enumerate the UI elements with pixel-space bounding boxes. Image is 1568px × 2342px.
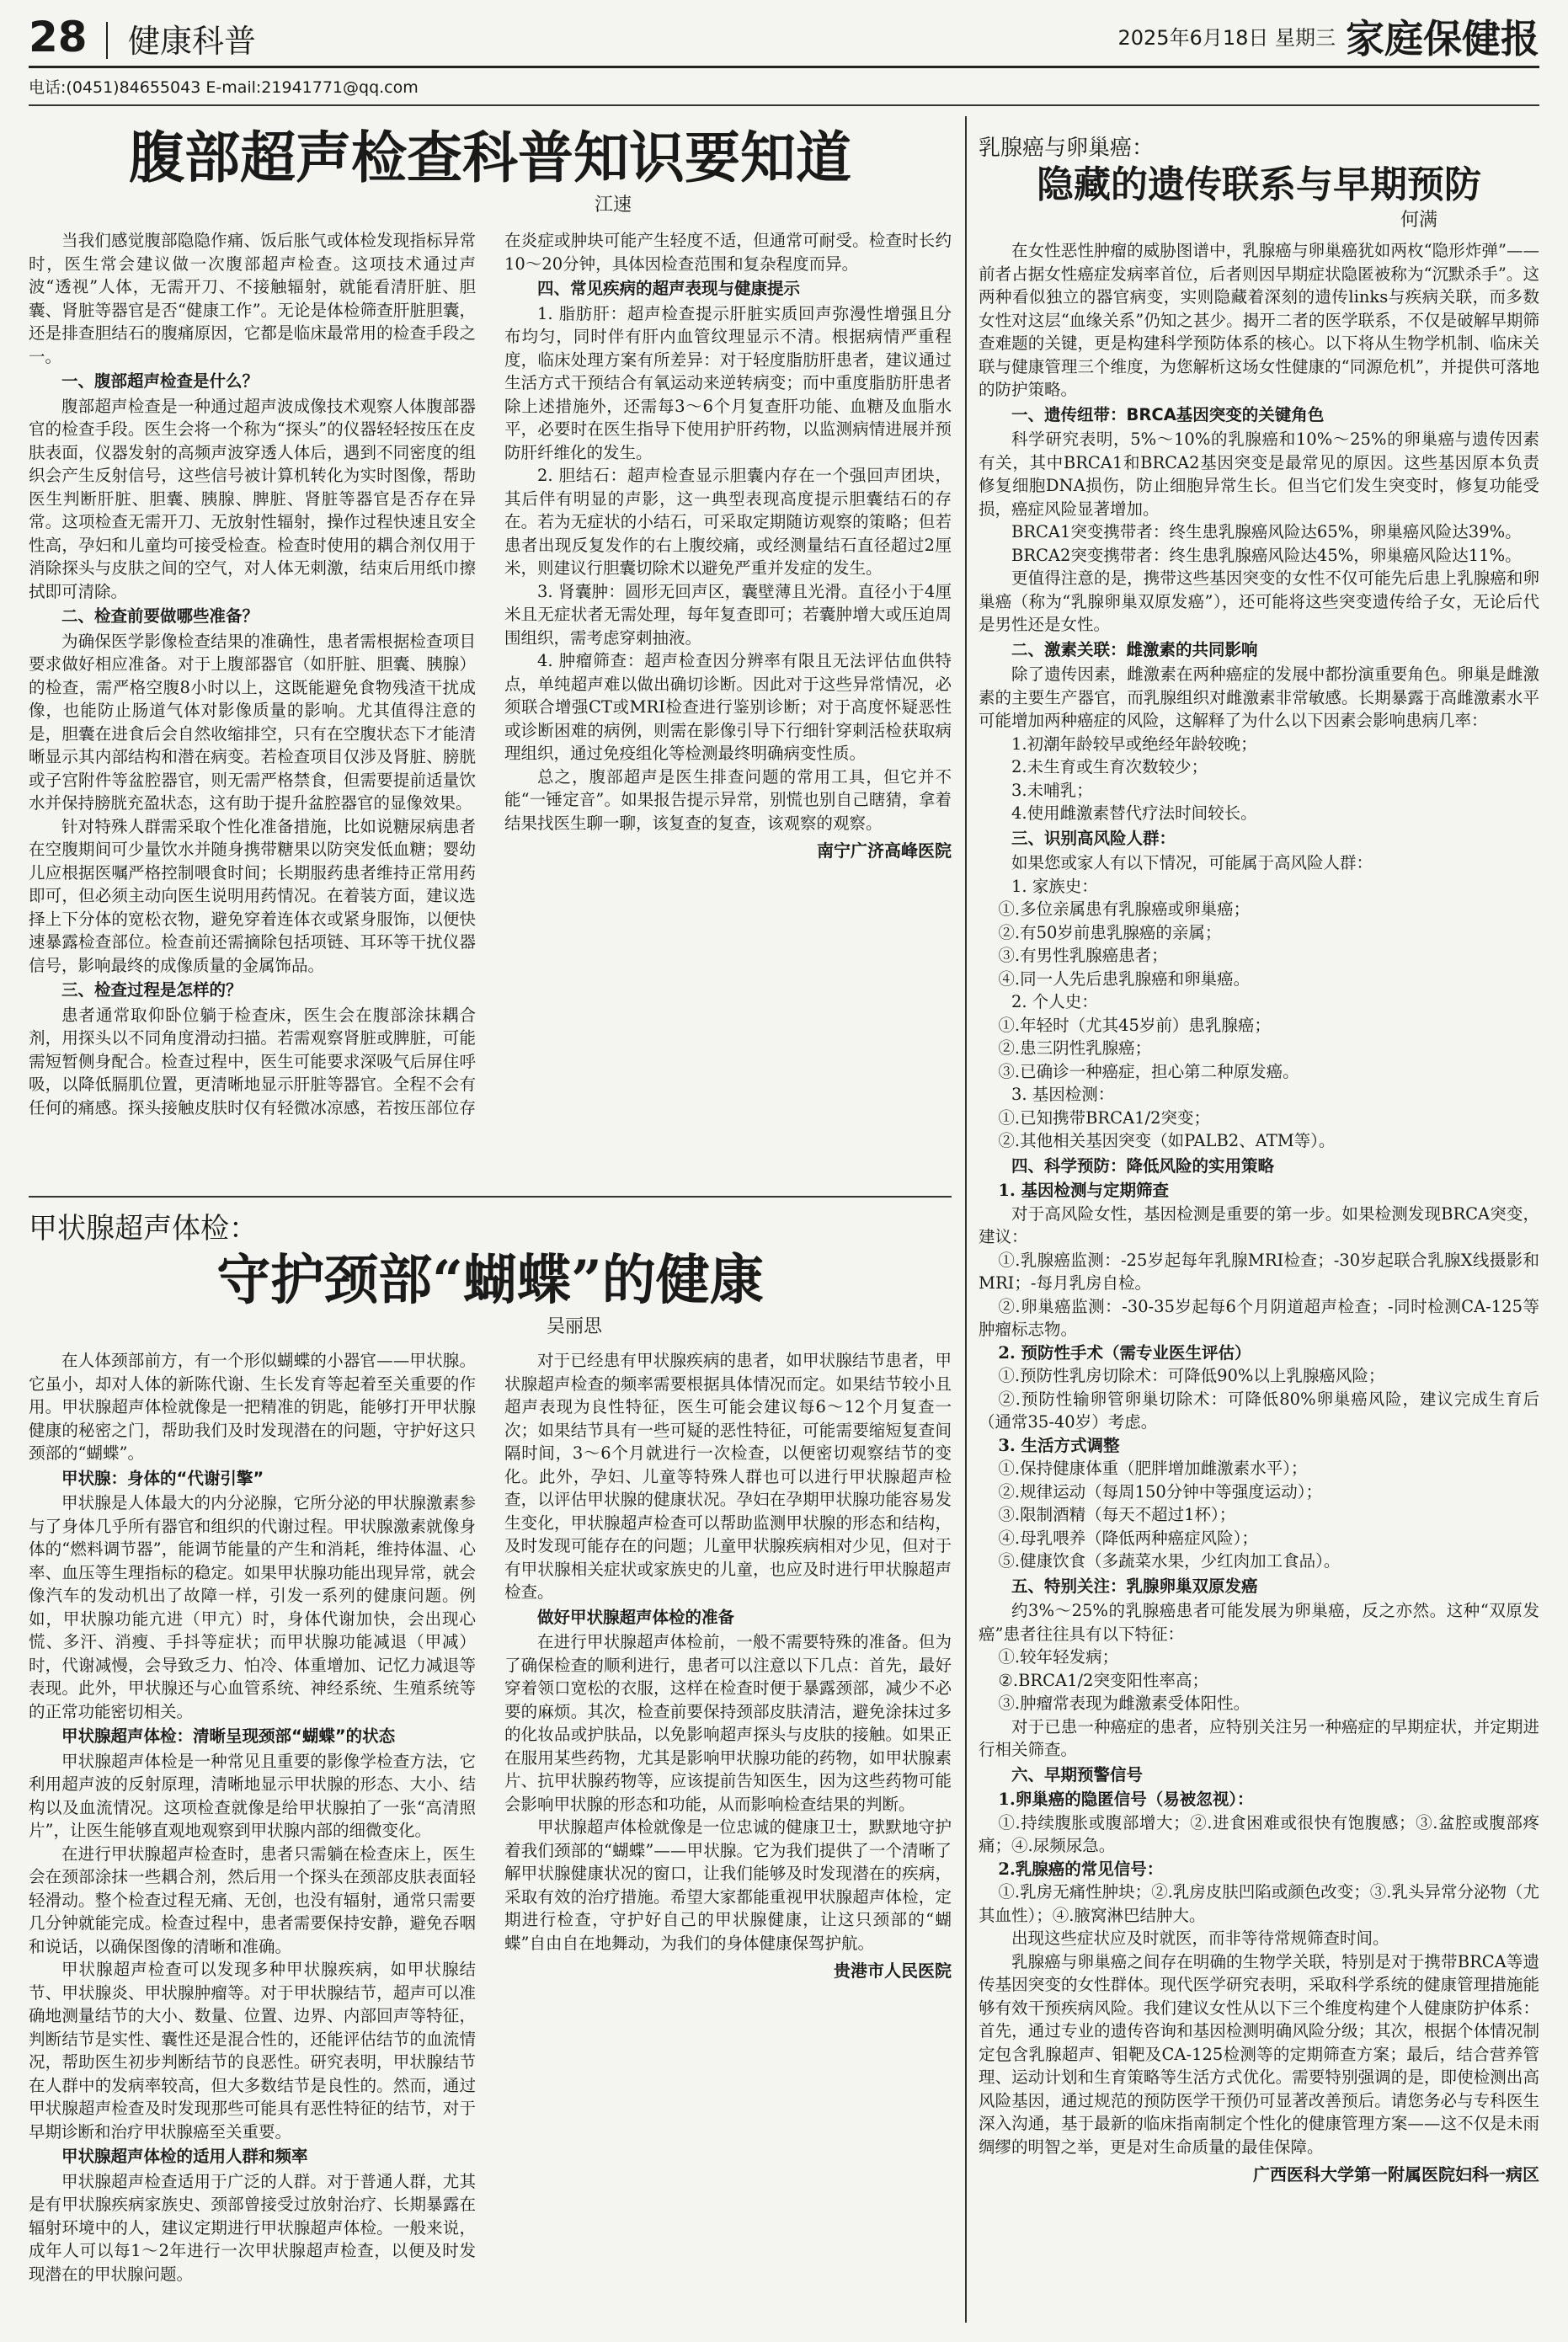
- article-kicker: 乳腺癌与卵巢癌：: [979, 136, 1155, 161]
- paragraph: 甲状腺超声检查适用于广泛的人群。对于普通人群，尤其是有甲状腺疾病家族史、颈部曾接受过放射治疗、长期暴露在辐射环境中的人，建议定期进行甲状腺超声体检。一般来说，成年人可以每1～2年进行一次甲状腺超声检查，以便及时发现潜在的甲状腺问题。: [29, 2171, 476, 2284]
- paragraph: 在女性恶性肿瘤的威胁图谱中，乳腺癌与卵巢癌犹如两枚“隐形炸弹”——前者占据女性癌症发病率首位，后者则因早期症状隐匿被称为“沉默杀手”。这两种看似独立的器官病变，实则隐藏着深刻的遗传links与疾病关联，而多数女性对这层“血缘关系”仍知之甚少。揭开二者的医学联系，不仅是破解早期筛查难题的关键，更是构建科学预防体系的核心。以下将从生物学机制、临床关联与健康管理三个维度，为您解析这场女性健康的“同源危机”，并提供可落地的防护策略。: [979, 241, 1539, 399]
- paragraph: 1. 脂肪肝：超声检查提示肝脏实质回声弥漫性增强且分布均匀，同时伴有肝内血管纹理显示不清。根据病情严重程度，临床处理方案有所差异：对于轻度脂肪肝患者，建议通过生活方式干预结合有氧运动来逆转病变；而中重度脂肪肝患者除上述措施外，还需每3～6个月复查肝功能、血糖及血脂水平，必要时在医生指导下使用护肝药物，以监测病情进展并预防肝纤维化的发生。: [504, 303, 952, 462]
- section-heading: 三、检查过程是怎样的？: [61, 980, 243, 1000]
- paragraph: 甲状腺是人体最大的内分泌腺，它所分泌的甲状腺激素参与了身体几乎所有器官和组织的代谢过程。甲状腺激素就像身体的“燃料调节器”，能调节能量的产生和消耗，维持体温、心率、血压等生理指标的稳定。如果甲状腺功能出现异常，就会像汽车的发动机出了故障一样，引发一系列的健康问题。例如，甲状腺功能亢进（甲亢）时，身体代谢加快，会出现心慌、多汗、消瘦、手抖等症状；而甲状腺功能减退（甲减）时，代谢减慢，会导致乏力、怕冷、体重增加、记忆力减退等表现。此外，甲状腺还与心血管系统、神经系统、生殖系统等的正常功能密切相关。: [29, 1493, 476, 1721]
- article-paragraphs: [979, 239, 1539, 2158]
- column-rule: [965, 116, 967, 2323]
- paragraph: 对于已患一种癌症的患者，应特别关注另一种癌症的早期症状，并定期进行相关筛查。: [979, 1716, 1539, 1759]
- section-heading: 甲状腺：身体的“代谢引擎”: [61, 1468, 264, 1488]
- paragraph: BRCA1突变携带者：终生患乳腺癌风险达65%，卵巢癌风险达39%。: [1011, 522, 1522, 541]
- list-item: ③.已确诊一种癌症，担心第二种原发癌。: [998, 1061, 1299, 1081]
- list-item: ②.预防性输卵管卵巢切除术：可降低80%卵巢癌风险，建议完成生育后（通常35-40岁）考虑。: [979, 1389, 1539, 1432]
- article-source: 贵港市人民医院: [834, 1961, 952, 1981]
- paragraph: 对于已经患有甲状腺疾病的患者，如甲状腺结节患者，甲状腺超声检查的频率需要根据具体情况而定。如果结节较小且超声表现为良性特征，医生可能会建议每6～12个月复查一次；如果结节具有一些可疑的恶性特征，可能需要缩短复查间隔时间，3～6个月就进行一次检查，以便密切观察结节的变化。此外，孕妇、儿童等特殊人群也可以进行甲状腺超声检查，以评估甲状腺的健康状况。孕妇在孕期甲状腺功能容易发生变化，甲状腺超声检查可以帮助监测甲状腺的形态和结构，及时发现可能存在的问题；儿童甲状腺疾病相对少见，但对于有甲状腺相关症状或家族史的儿童，也应及时进行甲状腺超声检查。: [504, 1351, 952, 1602]
- section-title: 健康科普: [128, 23, 257, 60]
- paragraph: 患者通常取仰卧位躺于检查床，医生会在腹部涂抹耦合剂，用探头以不同角度滑动扫描。若需观察肾脏或脾脏，可能需短暂侧身配合。检查过程中，医生可能要求深吸气后屏住呼吸，以降低膈肌位置，更清晰地显示肝脏等器官。全程不会有任何的痛感。探头接触皮肤时仅有轻微冰凉感，若按压部位存在炎症或肿块可能产生轻度不适，但通常可耐受。检查时长约10～20分钟，具体因检查范围和复杂程度而异。: [29, 231, 952, 1118]
- section-heading: 四、常见疾病的超声表现与健康提示: [537, 279, 801, 298]
- list-item: 4.使用雌激素替代疗法时间较长。: [1011, 803, 1257, 823]
- paragraph: 在进行甲状腺超声体检前，一般不需要特殊的准备。但为了确保检查的顺利进行，患者可以注意以下几点：首先，最好穿着领口宽松的衣服，这样在检查时便于暴露颈部，减少不必要的麻烦。其次，检查前要保持颈部皮肤清洁，避免涂抹过多的化妆品或护肤品，以免影响超声探头与皮肤的接触。如果正在服用某些药物，尤其是影响甲状腺功能的药物，如甲状腺素片、抗甲状腺药物等，应该提前告知医生，因为这些药物可能会影响甲状腺的形态和功能，从而影响检查结果的判断。: [504, 1632, 952, 1814]
- list-item: ①.较年轻发病；: [998, 1647, 1119, 1667]
- list-item: 3.未哺乳；: [1011, 780, 1093, 800]
- list-item: ③.限制酒精（每天不超过1杯）；: [998, 1505, 1236, 1524]
- paragraph: 总之，腹部超声是医生排查问题的常用工具，但它并不能“一锤定音”。如果报告提示异常，别慌也别自己瞎猜，拿着结果找医生聊一聊，该复查的复查，该观察的观察。: [504, 766, 952, 833]
- section-heading: 做好甲状腺超声体检的准备: [537, 1607, 735, 1627]
- article-body: [29, 1349, 952, 2292]
- paragraph: 如果您或家人有以下情况，可能属于高风险人群：: [1011, 853, 1373, 872]
- list-item: ⑤.健康饮食（多蔬菜水果，少红肉加工食品）。: [998, 1551, 1341, 1571]
- article-author: 吴丽思: [546, 1316, 602, 1337]
- section-heading: 五、特别关注：乳腺卵巢双原发癌: [1011, 1576, 1258, 1596]
- list-item: 2. 个人史：: [1011, 992, 1098, 1011]
- section-heading: 二、激素关联：雌激素的共同影响: [1011, 639, 1258, 659]
- list-item: ②.卵巢癌监测：-30-35岁起每6个月阴道超声检查；-同时检测CA-125等肿瘤标志物。: [979, 1296, 1539, 1339]
- paragraph: 3. 肾囊肿：圆形无回声区，囊壁薄且光滑。直径小于4厘米且无症状者无需处理，每年复查即可；若囊肿增大或压迫周围组织，需考虑穿刺抽液。: [504, 581, 952, 648]
- paragraph: 更值得注意的是，携带这些基因突变的女性不仅可能先后患上乳腺癌和卵巢癌（称为“乳腺卵巢双原发癌”），还可能将这些突变遗传给子女，无论后代是男性还是女性。: [979, 568, 1539, 634]
- section-heading: 四、科学预防：降低风险的实用策略: [1011, 1155, 1275, 1176]
- list-item: ③.有男性乳腺癌患者；: [998, 946, 1168, 965]
- list-item: ③.肿瘤常表现为雌激素受体阳性。: [998, 1694, 1251, 1713]
- article-separator: [29, 1196, 952, 1198]
- article-abdominal-ultrasound: [29, 116, 952, 1194]
- paragraph: 在人体颈部前方，有一个形似蝴蝶的小器官——甲状腺。它虽小，却对人体的新陈代谢、生长发育等起着至关重要的作用。甲状腺超声体检就像是一把精准的钥匙，能够打开甲状腺健康的秘密之门，帮助我们及时发现潜在的问题，守护好这只颈部的“蝴蝶”。: [29, 1351, 476, 1463]
- list-item: ②.有50岁前患乳腺癌的亲属；: [998, 922, 1222, 942]
- article-paragraphs: [29, 1349, 952, 2292]
- list-item: 1.初潮年龄较早或绝经年龄较晚；: [1011, 734, 1257, 754]
- list-item: ②.BRCA1/2突变阳性率高；: [998, 1670, 1208, 1690]
- paragraph: 腹部超声检查是一种通过超声波成像技术观察人体腹部器官的检查手段。医生会将一个称为“探头”的仪器轻轻按压在皮肤表面，仪器发射的高频声波穿透人体后，遇到不同密度的组织会产生反射信号，这些信号被计算机转化为实时图像，帮助医生判断肝脏、胆囊、胰腺、脾脏、肾脏等器官是否存在异常。这项检查无需开刀、无放射性辐射，操作过程快速且安全性高，孕妇和儿童均可接受检查。检查时使用的耦合剂仅用于消除探头与皮肤之间的空气，对人体无刺激，结束后用纸巾擦拭即可清除。: [29, 396, 476, 601]
- article-title: 守护颈部“蝴蝶”的健康: [216, 1249, 764, 1312]
- paragraph: 科学研究表明，5%～10%的乳腺癌和10%～25%的卵巢癌与遗传因素有关，其中BRCA1和BRCA2基因突变是最常见的原因。这些基因原本负责修复细胞DNA损伤，防止细胞异常生长。但当它们发生突变时，修复功能受损，癌症风险显著增加。: [979, 429, 1539, 519]
- article-paragraphs: [29, 229, 952, 1160]
- paragraph: 针对特殊人群需采取个性化准备措施，比如说糖尿病患者在空腹期间可少量饮水并随身携带糖果以防突发低血糖；婴幼儿应根据医嘱严格控制喂食时间；长期服药患者维持正常用药即可，但必须主动向医生说明用药情况。在着装方面，建议选择上下分体的宽松衣物，避免穿着连体衣或紧身服饰，以便快速暴露检查部位。检查前还需摘除包括项链、耳环等干扰仪器信号，影响最终的成像质量的金属饰品。: [29, 816, 476, 975]
- paragraph: 乳腺癌与卵巢癌之间存在明确的生物学关联，特别是对于携带BRCA等遗传基因突变的女性群体。现代医学研究表明，采取科学系统的健康管理措施能够有效干预疾病风险。我们建议女性从以下三个维度构建个人健康防护体系：首先，通过专业的遗传咨询和基因检测明确风险分级；其次，根据个体情况制定包含乳腺超声、钼靶及CA-125检测等的定期筛查方案；最后，结合营养管理、运动计划和生育策略等生活方式优化。需要特别强调的是，即使检测出高风险基因，通过规范的预防医学干预仍可显著改善预后。请您务必与专科医生深入沟通，基于最新的临床指南制定个性化的健康管理方案——这不仅是未雨绸缪的明智之举，更是对生命质量的最佳保障。: [979, 1951, 1539, 2157]
- list-item: ④.同一人先后患乳腺癌和卵巢癌。: [998, 968, 1251, 989]
- article-kicker: 甲状腺超声体检：: [29, 1212, 258, 1246]
- paragraph: 除了遗传因素，雌激素在两种癌症的发展中都扮演重要角色。卵巢是雌激素的主要生产器官，而乳腺组织对雌激素非常敏感。长期暴露于高雌激素水平可能增加两种癌症的风险，这解释了为什么以下因素会影响患病几率：: [979, 664, 1539, 730]
- list-item: ④.母乳喂养（降低两种癌症风险）；: [998, 1528, 1258, 1548]
- section-heading: 一、腹部超声检查是什么？: [61, 371, 259, 391]
- section-heading: 甲状腺超声体检：清晰呈现颈部“蝴蝶”的状态: [61, 1726, 396, 1746]
- list-item: 2. 预防性手术（需专业医生评估）: [998, 1342, 1251, 1363]
- list-item: 2.乳腺癌的常见信号：: [998, 1859, 1164, 1879]
- list-item: ①.持续腹胀或腹部增大；②.进食困难或很快有饱腹感；③.盆腔或腹部疼痛；④.尿频尿急。: [979, 1812, 1539, 1855]
- article-source: 南宁广济高峰医院: [817, 840, 952, 861]
- section-heading: 六、早期预警信号: [1011, 1764, 1144, 1785]
- article-breast-ovarian-cancer: [979, 135, 1539, 2324]
- article-author: 何满: [1400, 210, 1437, 231]
- list-item: 1. 家族史：: [1011, 876, 1098, 896]
- section-heading: 三、识别高风险人群：: [1011, 828, 1176, 848]
- section-heading: 二、检查前要做哪些准备？: [61, 606, 259, 626]
- article-body: [979, 239, 1539, 2185]
- list-item: ①.已知携带BRCA1/2突变；: [998, 1107, 1210, 1128]
- paragraph: 2. 胆结石：超声检查显示胆囊内存在一个强回声团块，其后伴有明显的声影，这一典型表现高度提示胆囊结石的存在。若为无症状的小结石，可采取定期随访观察的策略；但若患者出现反复发作的右上腹绞痛，或经测量结石直径超过2厘米，则建议行胆囊切除术以避免严重并发症的发生。: [504, 466, 952, 578]
- list-item: 2.未生育或生育次数较少；: [1011, 757, 1208, 776]
- list-item: ①.年轻时（尤其45岁前）患乳腺癌；: [998, 1015, 1271, 1035]
- list-item: ①.保持健康体重（肥胖增加雌激素水平）；: [998, 1459, 1308, 1478]
- paragraph: 当我们感觉腹部隐隐作痛、饭后胀气或体检发现指标异常时，医生常会建议做一次腹部超声检查。这项技术通过声波“透视”人体，无需开刀、不接触辐射，就能看清肝脏、胆囊、肾脏等器官是否“健康工作”。无论是体检筛查肝脏胆囊，还是排查胆结石的腹痛原因，它都是临床最常用的检查手段之一。: [29, 231, 476, 366]
- list-item: 1. 基因检测与定期筛查: [998, 1181, 1170, 1200]
- paragraph: 约3%～25%的乳腺癌患者可能发展为卵巢癌，反之亦然。这种“双原发癌”患者往往具有以下特征：: [979, 1601, 1539, 1644]
- paragraph: 4. 肿瘤筛查：超声检查因分辨率有限且无法评估血供特点，单纯超声难以做出确切诊断。因此对于这些异常情况，必须联合增强CT或MRI检查进行鉴别诊断；对于高度怀疑恶性或诊断困难的病例，则需在影像引导下行细针穿刺活检获取病理组织，通过免疫组化等检测最终明确病变性质。: [504, 651, 952, 763]
- article-author: 江速: [594, 195, 632, 216]
- paragraph: 对于高风险女性，基因检测是重要的第一步。如果检测发现BRCA突变，建议：: [979, 1203, 1539, 1246]
- article-title: 隐藏的遗传联系与早期预防: [1037, 163, 1481, 206]
- list-item: ①.乳腺癌监测：-25岁起每年乳腺MRI检查；-30岁起联合乳腺X线摄影和MRI；-每月乳房自检。: [979, 1250, 1539, 1293]
- paragraph: 在进行甲状腺超声检查时，患者只需躺在检查床上，医生会在颈部涂抹一些耦合剂，然后用一个探头在颈部皮肤表面轻轻滑动。整个检查过程无痛、无创，也没有辐射，通常只需要几分钟就能完成。检查过程中，患者需要保持安静，避免吞咽和说话，以确保图像的清晰和准确。: [29, 1843, 476, 1956]
- paragraph: 出现这些症状应及时就医，而非等待常规筛查时间。: [1011, 1929, 1389, 1948]
- list-item: 3. 基因检测：: [1011, 1085, 1115, 1104]
- article-title: 腹部超声检查科普知识要知道: [129, 125, 851, 190]
- paragraph: BRCA2突变携带者：终生患乳腺癌风险达45%，卵巢癌风险达11%。: [1011, 545, 1522, 565]
- article-body: [29, 229, 952, 1160]
- list-item: 1.卵巢癌的隐匿信号（易被忽视）：: [998, 1790, 1254, 1809]
- article-thyroid-ultrasound: [29, 1204, 952, 2324]
- newspaper-name: 家庭保健报: [1346, 16, 1539, 61]
- list-item: ②.患三阴性乳腺癌；: [998, 1038, 1152, 1058]
- list-item: ①.乳房无痛性肿块；②.乳房皮肤凹陷或颜色改变；③.乳头异常分泌物（尤其血性）；④.腋窝淋巴结肿大。: [979, 1882, 1539, 1925]
- page-number: 28: [29, 13, 88, 61]
- list-item: ①.预防性乳房切除术：可降低90%以上乳腺癌风险；: [998, 1366, 1385, 1385]
- section-heading: 甲状腺超声体检的适用人群和频率: [61, 2147, 308, 2166]
- header-divider: [29, 104, 1539, 106]
- list-item: ②.规律运动（每周150分钟中等强度运动）；: [998, 1481, 1323, 1502]
- paragraph: 甲状腺超声检查可以发现多种甲状腺疾病，如甲状腺结节、甲状腺炎、甲状腺肿瘤等。对于甲状腺结节，超声可以准确地测量结节的大小、数量、位置、边界、内部回声等特征，判断结节是实性、囊性还是混合性的，还能评估结节的血流情况，帮助医生初步判断结节的良恶性。研究表明，甲状腺结节在人群中的发病率较高，但大多数结节是良性的。然而，通过甲状腺超声检查及时发现那些可能具有恶性特征的结节，对于早期诊断和治疗甲状腺癌至关重要。: [29, 1960, 476, 2142]
- paragraph: 甲状腺超声体检是一种常见且重要的影像学检查方法，它利用超声波的反射原理，清晰地显示甲状腺的形态、大小、结构以及血流情况。这项检查就像是给甲状腺拍了一张“高清照片”，让医生能够直观地观察到甲状腺内部的细微变化。: [29, 1751, 476, 1840]
- section-heading: 一、遗传纽带：BRCA基因突变的关键角色: [1011, 404, 1325, 424]
- issue-date: 2025年6月18日 星期三: [1117, 26, 1336, 50]
- list-item: ①.多位亲属患有乳腺癌或卵巢癌；: [998, 899, 1251, 919]
- paragraph: 为确保医学影像检查结果的准确性，患者需根据检查项目要求做好相应准备。对于上腹部器官（如肝脏、胆囊、胰腺）的检查，需严格空腹8小时以上，这既能避免食物残渣干扰成像，也能防止肠道气体对影像质量的影响。尤其值得注意的是，胆囊在进食后会自然收缩排空，只有在空腹状态下才能清晰显示其内部结构和潜在病变。若检查项目仅涉及肾脏、膀胱或子宫附件等盆腔器官，则无需严格禁食，但需要提前适量饮水并保持膀胱充盈状态，这有助于提升盆腔器官的显像效果。: [29, 631, 476, 813]
- paragraph: 甲状腺超声体检就像是一位忠诚的健康卫士，默默地守护着我们颈部的“蝴蝶”——甲状腺。它为我们提供了一个清晰了解甲状腺健康状况的窗口，让我们能够及时发现潜在的疾病，采取有效的治疗措施。希望大家都能重视甲状腺超声体检，定期进行检查，守护好自己的甲状腺健康，让这只颈部的“蝴蝶”自由自在地舞动，为我们的身体健康保驾护航。: [504, 1817, 952, 1953]
- article-source: 广西医科大学第一附属医院妇科一病区: [1253, 2164, 1539, 2185]
- list-item: 3. 生活方式调整: [998, 1435, 1120, 1455]
- contact-line: 电话:(0451)84655043 E-mail:21941771@qq.com: [29, 78, 419, 97]
- masthead: [29, 15, 1539, 68]
- list-item: ②.其他相关基因突变（如PALB2、ATM等）。: [998, 1131, 1336, 1150]
- masthead-divider: [106, 22, 108, 59]
